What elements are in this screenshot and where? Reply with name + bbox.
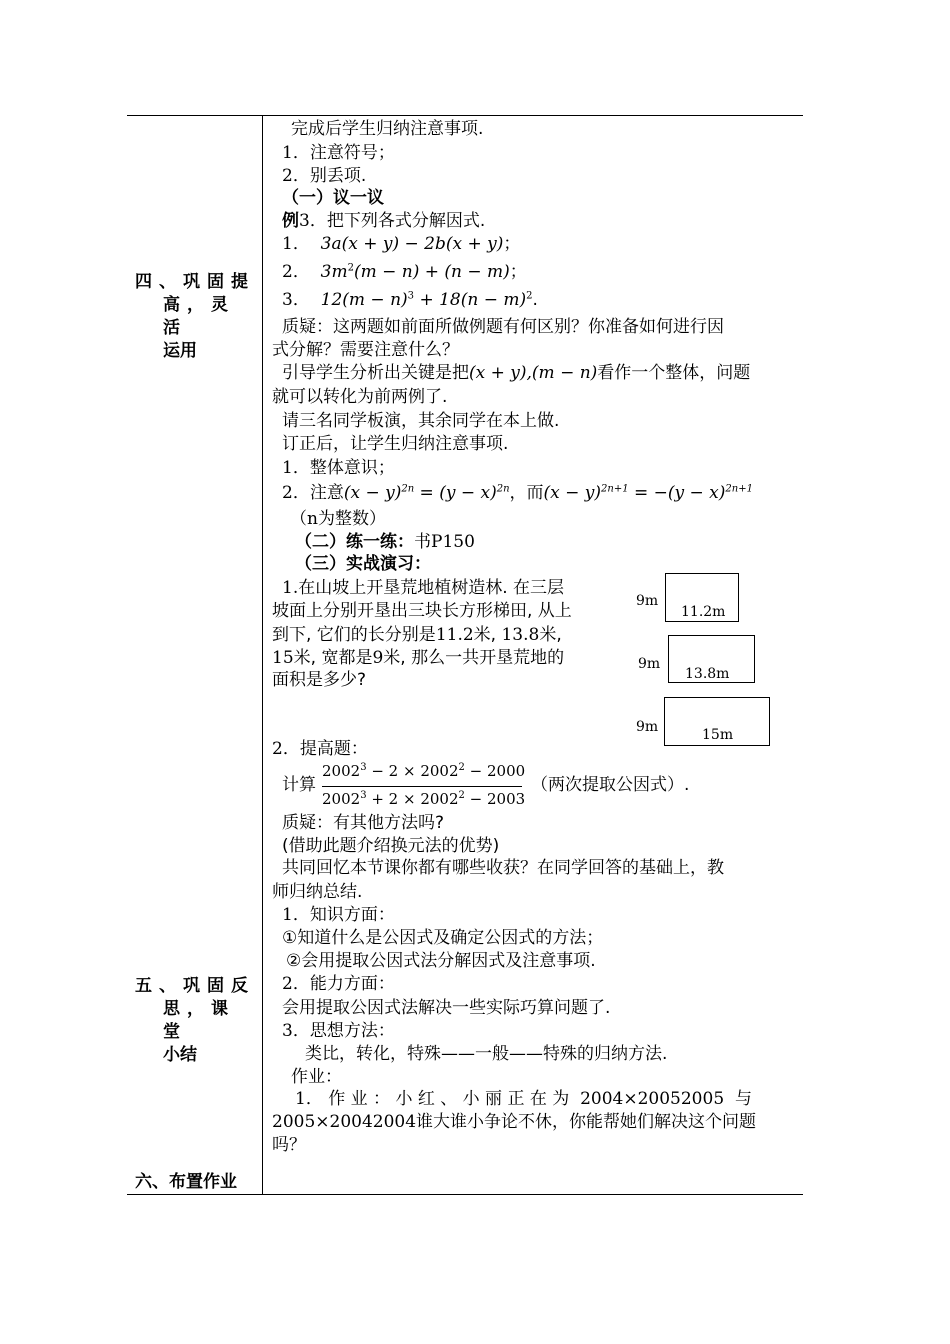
example-3-item-2: 2． $3m^2(m - n) + (n - m)$； bbox=[282, 262, 527, 282]
line-correction: 订正后，让学生归纳注意事项. bbox=[282, 434, 509, 454]
line-ability-1: 会用提取公因式法解决一些实际巧算问题了. bbox=[282, 998, 611, 1018]
field-1-length-label: 11.2m bbox=[681, 604, 726, 620]
line-other-methods: 质疑：有其他方法吗? bbox=[282, 813, 445, 833]
subsection-practice: （二）练一练：书P150 bbox=[295, 532, 475, 552]
line-thinking-1: 类比，转化，特殊——一般——特殊的归纳方法. bbox=[305, 1044, 668, 1064]
line-board-practice: 请三名同学板演，其余同学在本上做. bbox=[282, 411, 560, 431]
fraction-numerator: $2002^3 - 2 \times 2002^2 - 2000$ bbox=[322, 762, 526, 780]
problem-2-compute: 计算 bbox=[282, 775, 316, 795]
problem-1-line-5: 面积是多少? bbox=[272, 670, 367, 690]
line-recall-2: 师归纳总结. bbox=[272, 882, 363, 902]
subsection-drill: （三）实战演习： bbox=[295, 554, 431, 574]
line-question-2: 式分解？需要注意什么？ bbox=[272, 340, 459, 360]
example-3-title: 例3．把下列各式分解因式. bbox=[282, 211, 486, 231]
problem-1-line-1: 1.在山坡上开垦荒地植树造林. 在三层 bbox=[282, 578, 565, 598]
line-question-1: 质疑：这两题如前面所做例题有何区别？你准备如何进行因 bbox=[282, 317, 724, 337]
subsection-discuss: （一）议一议 bbox=[282, 188, 384, 208]
problem-1-line-2: 坡面上分别开垦出三块长方形梯田, 从上 bbox=[272, 601, 572, 621]
problem-1-line-3: 到下, 它们的长分别是11.2米, 13.8米, bbox=[272, 625, 562, 645]
line-guide-2: 就可以转化为前两例了. bbox=[272, 387, 448, 407]
homework-line-2: 2005×20042004谁大谁小争论不休，你能帮她们解决这个问题 bbox=[272, 1112, 757, 1132]
line-sign-rule: 2．注意$(x - y)^{2n} = (y - x)^{2n}$，而$(x - y)^{2n+1} = -(y - x)^{2n+1}$ bbox=[282, 483, 753, 503]
line-whole-awareness: 1．整体意识； bbox=[282, 458, 395, 478]
line-recall-1: 共同回忆本节课你都有哪些收获？在同学回答的基础上，教 bbox=[282, 858, 724, 878]
example-3-item-3: 3． $12(m - n)^3 + 18(n - m)^2$. bbox=[282, 290, 538, 310]
fraction-bar bbox=[322, 786, 522, 787]
problem-2-title: 2．提高题： bbox=[272, 739, 368, 759]
line-substitution-note: (借助此题介绍换元法的优势) bbox=[282, 836, 500, 856]
problem-1-line-4: 15米, 宽都是9米, 那么一共开垦荒地的 bbox=[272, 648, 565, 668]
table-top-border bbox=[127, 115, 803, 116]
line-n-integer: （n为整数） bbox=[290, 509, 386, 529]
field-1-width-label: 9m bbox=[636, 593, 659, 609]
line-knowledge-1: ①知道什么是公因式及确定公因式的方法； bbox=[282, 928, 604, 948]
line-ability: 2．能力方面： bbox=[282, 974, 395, 994]
homework-line-1: 1． 作 业 ： 小 红 、 小 丽 正 在 为 2004×20052005 与 bbox=[295, 1089, 752, 1109]
fraction-denominator: $2002^3 + 2 \times 2002^2 - 2003$ bbox=[322, 790, 526, 808]
field-2-width-label: 9m bbox=[638, 656, 661, 672]
line-knowledge-2: ②会用提取公因式法分解因式及注意事项. bbox=[286, 951, 596, 971]
field-3-width-label: 9m bbox=[636, 719, 659, 735]
line-homework-label: 作业： bbox=[291, 1067, 342, 1087]
line-note-1: 1．注意符号； bbox=[282, 143, 395, 163]
homework-line-3: 吗？ bbox=[272, 1135, 306, 1155]
section-5-heading: 五、巩固反 思，课堂 小结 bbox=[135, 976, 255, 1065]
line-note-2: 2．别丢项. bbox=[282, 166, 367, 186]
line-summary-intro: 完成后学生归纳注意事项. bbox=[291, 119, 484, 139]
line-thinking: 3．思想方法： bbox=[282, 1021, 395, 1041]
section-4-heading: 四、巩固提 高，灵活 运用 bbox=[135, 272, 255, 361]
line-knowledge: 1．知识方面： bbox=[282, 905, 395, 925]
field-2-length-label: 13.8m bbox=[685, 666, 730, 682]
line-guide-1: 引导学生分析出关键是把(x + y),(m − n)看作一个整体，问题 bbox=[282, 363, 751, 383]
table-column-divider bbox=[262, 116, 263, 1195]
field-3-length-label: 15m bbox=[702, 727, 734, 743]
example-3-item-1: 1． 3a(x + y) − 2b(x + y)； bbox=[282, 234, 521, 254]
problem-2-note: （两次提取公因式）. bbox=[531, 775, 690, 795]
section-6-heading: 六、布置作业 bbox=[135, 1172, 237, 1192]
table-bottom-border bbox=[127, 1194, 803, 1195]
